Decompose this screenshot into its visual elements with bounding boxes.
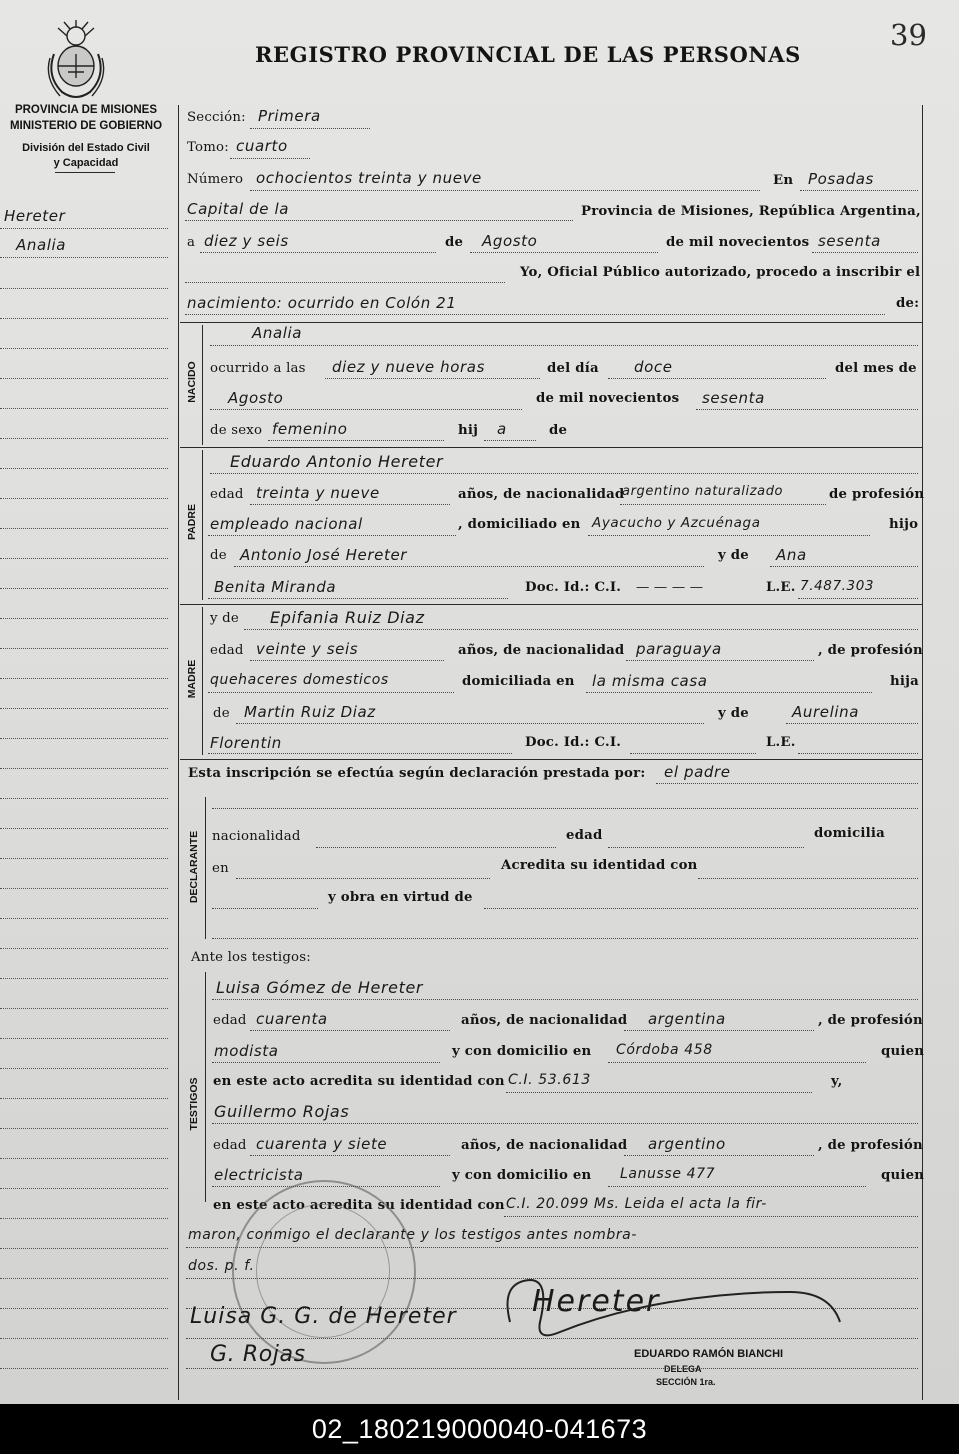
witness1-prof-label: , de profesión xyxy=(818,1013,923,1028)
sexo-line xyxy=(268,440,444,441)
madre-bracket xyxy=(202,607,203,755)
ante-testigos-label: Ante los testigos: xyxy=(191,950,311,965)
tomo-label: Tomo: xyxy=(187,140,229,155)
mother-edad-label: edad xyxy=(210,643,244,658)
del-mes-label: del mes de xyxy=(835,361,917,376)
maternal-grandmother-line2 xyxy=(208,753,512,754)
birth-month-line xyxy=(210,409,522,410)
margin-line xyxy=(0,738,168,739)
father-age-line xyxy=(250,504,450,505)
witness2-edad-label: edad xyxy=(213,1138,247,1153)
father-address-line xyxy=(588,535,870,536)
closing-text-line2: maron, conmigo el declarante y los testigos antes nombra- xyxy=(188,1227,638,1243)
margin-line xyxy=(0,228,168,229)
mother-doc-line xyxy=(630,753,756,754)
mil-novecientos-label: de mil novecientos xyxy=(666,235,810,250)
sexo-value: femenino xyxy=(272,420,348,438)
left-frame-line xyxy=(178,105,179,1400)
mother-prof-label: , de profesión xyxy=(818,643,923,658)
mother-nationality-line xyxy=(626,660,814,661)
margin-line xyxy=(0,1068,168,1069)
act-line xyxy=(185,314,885,315)
witness2-prof-label: , de profesión xyxy=(818,1138,923,1153)
page-number: 39 xyxy=(890,18,927,52)
witness1-dom-label: y con domicilio en xyxy=(452,1044,592,1059)
maternal-grandfather-line xyxy=(236,723,704,724)
margin-line xyxy=(0,438,168,439)
margin-line xyxy=(0,318,168,319)
official-section-stamp: SECCIÓN 1ra. xyxy=(656,1377,716,1387)
hijo-label: hijo xyxy=(889,517,919,532)
margin-line xyxy=(0,1278,168,1279)
margin-line xyxy=(0,408,168,409)
father-profession-value: empleado nacional xyxy=(210,515,363,533)
margin-line xyxy=(0,257,168,258)
witness2-quien-label: quien xyxy=(881,1168,925,1183)
declaracion-line xyxy=(656,783,918,784)
margin-line xyxy=(0,708,168,709)
father-edad-label: edad xyxy=(210,487,244,502)
tomo-line xyxy=(230,158,310,159)
witness2-signature: G. Rojas xyxy=(210,1342,306,1367)
witness1-profession-value: modista xyxy=(214,1042,279,1060)
declarante-domicilia-label: domicilia xyxy=(814,826,885,841)
declarante-en-line xyxy=(236,878,490,879)
margin-line xyxy=(0,468,168,469)
mother-doc-label: Doc. Id.: C.I. xyxy=(525,735,622,750)
month-value: Agosto xyxy=(482,232,538,250)
father-doc-value: — — — — xyxy=(636,580,704,595)
declarante-edad-line xyxy=(608,847,804,848)
margin-surname: Hereter xyxy=(4,207,66,225)
testigos-bracket xyxy=(205,972,206,1202)
birth-day-value: doce xyxy=(634,358,673,376)
section-divider xyxy=(180,604,922,605)
capital-value: Capital de la xyxy=(187,200,290,218)
margin-line xyxy=(0,498,168,499)
witness2-profession-value: electricista xyxy=(214,1166,304,1184)
father-le-line xyxy=(798,598,918,599)
witness1-address-line xyxy=(608,1062,866,1063)
declarante-acredita-label: Acredita su identidad con xyxy=(501,858,698,873)
margin-line xyxy=(0,1008,168,1009)
numero-label: Número xyxy=(187,172,244,187)
image-caption: 02_180219000040-041673 xyxy=(0,1404,959,1454)
ministry-header: MINISTERIO DE GOBIERNO xyxy=(9,120,163,132)
mother-profession-line xyxy=(208,692,454,693)
margin-line xyxy=(0,1188,168,1189)
witness2-age-value: cuarenta y siete xyxy=(256,1135,388,1153)
paternal-grandmother-value1: Ana xyxy=(776,546,807,564)
margin-line xyxy=(0,918,168,919)
mother-dom-label: domiciliada en xyxy=(462,674,575,689)
mother-yde2-label: y de xyxy=(718,706,749,721)
provincia-label: Provincia de Misiones, República Argentina, xyxy=(581,204,921,219)
maternal-grandfather-value: Martin Ruiz Diaz xyxy=(244,703,376,721)
margin-line xyxy=(0,588,168,589)
declarante-side-label: DECLARANTE xyxy=(188,830,200,904)
margin-line xyxy=(0,1368,168,1369)
oficial-label: Yo, Oficial Público autorizado, procedo a inscribir el xyxy=(520,265,921,280)
declarante-acredita-line xyxy=(698,878,918,879)
numero-value: ochocientos treinta y nueve xyxy=(256,169,482,187)
witness2-address-line xyxy=(608,1186,866,1187)
nacido-bracket xyxy=(202,325,203,445)
margin-line xyxy=(0,558,168,559)
witness2-nationality-value: argentino xyxy=(648,1135,726,1153)
declaracion-value: el padre xyxy=(664,763,731,781)
mother-name: Epifania Ruiz Diaz xyxy=(270,608,425,627)
header-underline xyxy=(55,172,115,173)
witness1-name: Luisa Gómez de Hereter xyxy=(216,978,424,997)
signature-line-3 xyxy=(186,1368,918,1369)
maternal-grandmother-value1: Aurelina xyxy=(792,703,859,721)
province-header: PROVINCIA DE MISIONES xyxy=(14,104,158,116)
witness1-address-value: Córdoba 458 xyxy=(616,1042,713,1058)
margin-line xyxy=(0,378,168,379)
margin-line xyxy=(0,888,168,889)
closing-text-line3: dos. p. f. xyxy=(188,1258,255,1274)
witness1-acredita-label: en este acto acredita su identidad con xyxy=(213,1074,505,1089)
year-value: sesenta xyxy=(818,232,881,250)
padre-side-label: PADRE xyxy=(186,504,198,540)
father-le-value: 7.487.303 xyxy=(800,578,875,594)
margin-line xyxy=(0,828,168,829)
en-value: Posadas xyxy=(808,170,874,188)
declarante-nac-label: nacionalidad xyxy=(212,829,301,844)
declarante-name-line xyxy=(212,808,918,809)
witness1-signature: Luisa G. G. de Hereter xyxy=(190,1304,457,1329)
mother-name-line xyxy=(244,629,918,630)
father-le-label: L.E. xyxy=(766,580,796,595)
declarante-obra-line-left xyxy=(212,908,318,909)
mother-age-value: veinte y seis xyxy=(256,640,359,658)
paternal-grandfather-line xyxy=(234,566,704,567)
margin-line xyxy=(0,798,168,799)
father-name: Eduardo Antonio Hereter xyxy=(230,452,444,471)
witness2-name: Guillermo Rojas xyxy=(214,1102,350,1121)
margin-line xyxy=(0,1338,168,1339)
declarante-obra-label: y obra en virtud de xyxy=(328,890,473,905)
mother-nac-label: años, de nacionalidad xyxy=(458,643,625,658)
margin-line xyxy=(0,1128,168,1129)
margin-given-name: Analia xyxy=(16,236,67,254)
de-label: de xyxy=(445,235,464,250)
day-value: diez y seis xyxy=(204,232,289,250)
testigos-side-label: TESTIGOS xyxy=(188,1077,200,1131)
a-label: a xyxy=(187,235,196,250)
hour-line xyxy=(325,378,540,379)
father-yde-label: y de xyxy=(718,548,749,563)
father-prof-label: de profesión xyxy=(829,487,925,502)
maternal-grandmother-value2: Florentin xyxy=(210,734,282,752)
witness1-doc-line xyxy=(506,1092,812,1093)
seccion-label: Sección: xyxy=(187,110,246,125)
mother-address-line xyxy=(586,692,872,693)
section-divider xyxy=(180,447,922,448)
witness-y-label: y, xyxy=(831,1074,843,1089)
tomo-value: cuarto xyxy=(236,137,288,155)
declarante-extra-line xyxy=(212,938,918,939)
birth-year-line xyxy=(696,409,918,410)
father-dom-label: , domiciliado en xyxy=(458,517,581,532)
mother-address-value: la misma casa xyxy=(592,672,708,690)
official-name-stamp: EDUARDO RAMÓN BIANCHI xyxy=(634,1348,784,1360)
nacido-de-label: de xyxy=(549,423,568,438)
witness2-doc-value: C.I. 20.099 Ms. Leida el acta la fir- xyxy=(506,1196,767,1212)
madre-side-label: MADRE xyxy=(186,659,198,699)
declaracion-text: Esta inscripción se efectúa según declaración prestada por: xyxy=(188,766,646,781)
mother-le-line xyxy=(798,753,918,754)
margin-line xyxy=(0,768,168,769)
witness2-doc-line xyxy=(504,1216,918,1217)
hour-value: diez y nueve horas xyxy=(332,358,485,376)
witness2-address-value: Lanusse 477 xyxy=(620,1166,716,1182)
mother-le-label: L.E. xyxy=(766,735,796,750)
father-nationality-value: argentino naturalizado xyxy=(622,484,784,499)
father-address-value: Ayacucho y Azcuénaga xyxy=(592,515,761,531)
paternal-grandmother-line2 xyxy=(208,598,508,599)
witness1-age-value: cuarenta xyxy=(256,1010,328,1028)
witness1-name-line xyxy=(212,999,918,1000)
witness1-quien-label: quien xyxy=(881,1044,925,1059)
witness1-profession-line xyxy=(212,1062,440,1063)
padre-bracket xyxy=(202,450,203,600)
en-label: En xyxy=(773,173,794,188)
division-header-sub: y Capacidad xyxy=(53,157,119,169)
margin-line xyxy=(0,1098,168,1099)
father-nac-label: años, de nacionalidad xyxy=(458,487,625,502)
mother-de-label: de xyxy=(213,706,230,721)
declarante-bracket xyxy=(205,797,206,939)
margin-line xyxy=(0,1158,168,1159)
witness1-nac-label: años, de nacionalidad xyxy=(461,1013,628,1028)
father-age-value: treinta y nueve xyxy=(256,484,380,502)
coat-of-arms-emblem xyxy=(40,14,112,102)
margin-line xyxy=(0,978,168,979)
father-profession-line xyxy=(208,535,456,536)
child-name-line xyxy=(210,345,918,346)
de-colon-label: de: xyxy=(896,296,920,311)
witness1-nationality-value: argentina xyxy=(648,1010,726,1028)
witness1-nationality-line xyxy=(624,1030,814,1031)
father-name-line xyxy=(210,473,918,474)
witness2-dom-label: y con domicilio en xyxy=(452,1168,592,1183)
birth-mil-label: de mil novecientos xyxy=(536,391,680,406)
witness2-age-line xyxy=(250,1155,450,1156)
right-frame-line xyxy=(922,105,923,1400)
hij-label: hij xyxy=(458,423,479,438)
declarant-signature: Hereter xyxy=(532,1284,661,1319)
official-role-stamp: DELEGA xyxy=(664,1364,702,1374)
father-de-label: de xyxy=(210,548,227,563)
act-value: nacimiento: ocurrido en Colón 21 xyxy=(187,294,457,312)
hija-label: hija xyxy=(890,674,919,689)
witness2-acredita-label: en este acto acredita su identidad con xyxy=(213,1198,505,1213)
birth-month-value: Agosto xyxy=(228,389,284,407)
maternal-grandmother-line xyxy=(786,723,918,724)
father-nationality-line xyxy=(620,504,826,505)
mother-yde-label: y de xyxy=(210,611,239,626)
numero-line xyxy=(250,190,760,191)
sexo-label: de sexo xyxy=(210,423,263,438)
year-line xyxy=(812,252,918,253)
birth-day-line xyxy=(608,378,826,379)
division-header: División del Estado Civil xyxy=(22,142,150,154)
witness2-nationality-line xyxy=(624,1155,814,1156)
section-divider xyxy=(180,322,922,323)
paternal-grandmother-value2: Benita Miranda xyxy=(214,578,337,596)
margin-line xyxy=(0,348,168,349)
day-line xyxy=(200,252,436,253)
margin-line xyxy=(0,1248,168,1249)
declarante-en-label: en xyxy=(212,861,229,876)
mother-age-line xyxy=(250,660,444,661)
margin-line xyxy=(0,1308,168,1309)
section-divider xyxy=(180,759,922,760)
mother-nationality-value: paraguaya xyxy=(636,640,722,658)
seccion-value: Primera xyxy=(258,107,321,125)
witness2-nac-label: años, de nacionalidad xyxy=(461,1138,628,1153)
birth-year-value: sesenta xyxy=(702,389,765,407)
margin-line xyxy=(0,948,168,949)
paternal-grandmother-line xyxy=(770,566,918,567)
nacido-side-label: NACIDO xyxy=(186,361,198,403)
margin-line xyxy=(0,528,168,529)
witness2-name-line xyxy=(212,1123,918,1124)
father-doc-label: Doc. Id.: C.I. xyxy=(525,580,622,595)
declarante-obra-line xyxy=(484,908,918,909)
en-line xyxy=(800,190,918,191)
hij-line xyxy=(484,440,536,441)
child-name: Analia xyxy=(252,324,303,342)
witness1-edad-label: edad xyxy=(213,1013,247,1028)
margin-line xyxy=(0,1038,168,1039)
margin-line xyxy=(0,618,168,619)
margin-line xyxy=(0,858,168,859)
official-seal-stamp xyxy=(232,1180,416,1364)
witness1-age-line xyxy=(250,1030,450,1031)
paternal-grandfather-value: Antonio José Hereter xyxy=(240,546,408,564)
month-line xyxy=(470,252,658,253)
declarante-nac-line xyxy=(316,847,556,848)
margin-line xyxy=(0,648,168,649)
margin-line xyxy=(0,288,168,289)
witness1-doc-value: C.I. 53.613 xyxy=(508,1072,591,1088)
declarante-edad-label: edad xyxy=(566,828,603,843)
margin-line xyxy=(0,678,168,679)
mother-profession-value: quehaceres domesticos xyxy=(210,672,389,688)
ocurrido-label: ocurrido a las xyxy=(210,361,306,376)
seccion-line xyxy=(250,128,370,129)
blank-dashed-line xyxy=(185,282,505,283)
del-dia-label: del día xyxy=(547,361,599,376)
signature-flourish xyxy=(490,1262,850,1352)
margin-line xyxy=(0,1218,168,1219)
register-title: REGISTRO PROVINCIAL DE LAS PERSONAS xyxy=(255,42,801,67)
hij-value: a xyxy=(497,420,507,438)
capital-line xyxy=(185,220,573,221)
